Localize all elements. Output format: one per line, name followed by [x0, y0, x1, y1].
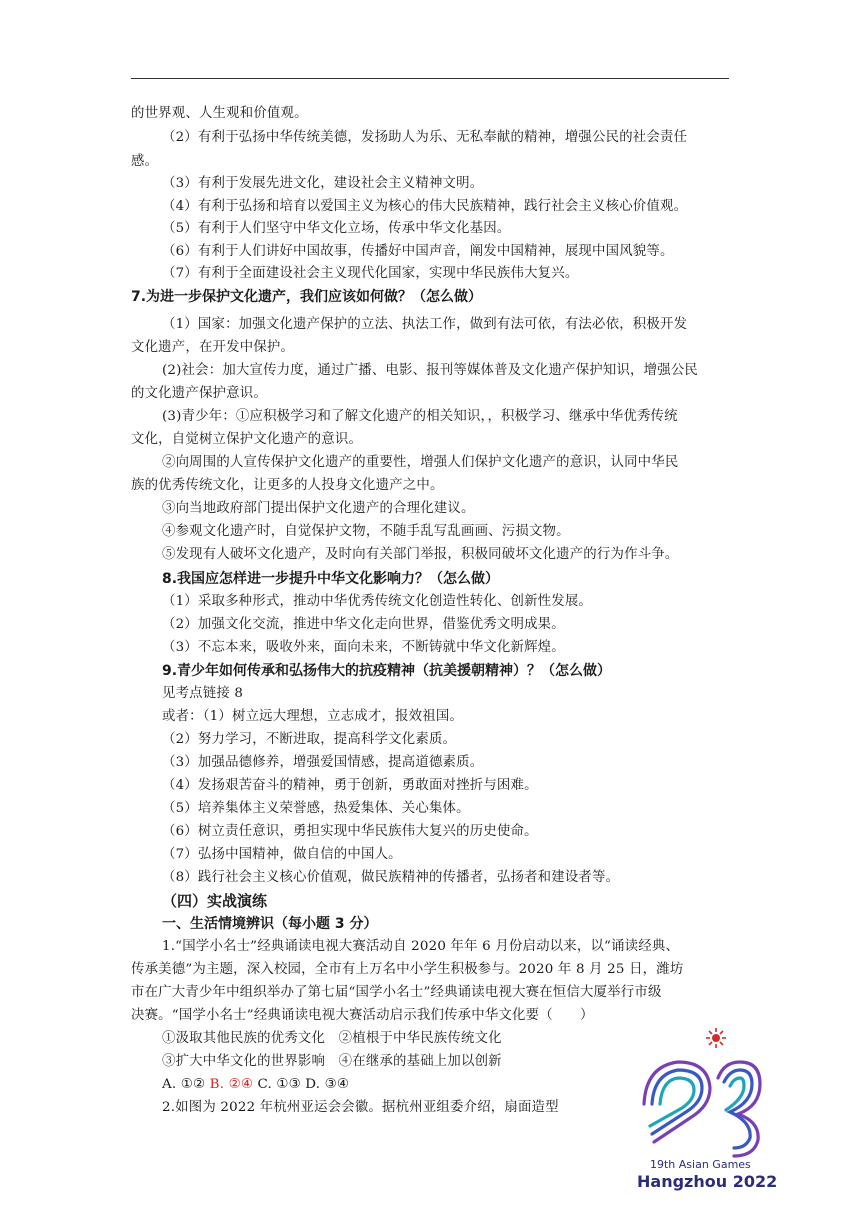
answer-c: C. ①③: [257, 1077, 301, 1092]
text-line: （2）有利于弘扬中华传统美德，发扬助人为乐、无私奉献的精神，增强公民的社会责任: [162, 130, 688, 145]
question-text: 1.“国学小名士”经典诵读电视大赛活动自 2020 年年 6 月份启动以来，以“诵读经典、: [162, 939, 680, 954]
question-text: 决赛。“国学小名士”经典诵读电视大赛活动启示我们传承中华文化要（ ）: [131, 1008, 594, 1023]
logo-title: Hangzhou 2022: [637, 1172, 778, 1191]
text-line: （1）采取多种形式，推动中华优秀传统文化创造性转化、创新性发展。: [162, 594, 593, 609]
section-heading-7: 7.为进一步保护文化遗产，我们应该如何做？（怎么做）: [131, 289, 483, 305]
text-line: (2)社会：加大宣传力度，通过广播、电影、报刊等媒体普及文化遗产保护知识，增强公民: [162, 363, 699, 378]
text-line: （7）有利于全面建设社会主义现代化国家，实现中华民族伟大复兴。: [162, 266, 579, 281]
text-line: （4）发扬艰苦奋斗的精神，勇于创新，勇敢面对挫折与困难。: [162, 778, 538, 793]
question-text: 市在广大青少年中组织举办了第七届“国学小名士”经典诵读电视大赛在恒信大厦举行市级: [131, 985, 662, 1000]
text-line: 的文化遗产保护意识。: [131, 386, 267, 401]
text-line: ③向当地政府部门提出保护文化遗产的合理化建议。: [162, 501, 475, 516]
option-line: ①汲取其他民族的优秀文化 ②植根于中华民族传统文化: [162, 1031, 502, 1046]
text-line: （1）国家：加强文化遗产保护的立法、执法工作，做到有法可依，有法必依，积极开发: [162, 317, 688, 332]
subsection-heading: 一、生活情境辨识（每小题 3 分）: [162, 916, 378, 932]
text-line: （2）加强文化交流，推进中华文化走向世界，借鉴优秀文明成果。: [162, 617, 565, 632]
answer-options: [162, 1075, 349, 1095]
text-line: 的世界观、人生观和价值观。: [131, 106, 308, 121]
text-line: （6）树立责任意识，勇担实现中华民族伟大复兴的历史使命。: [162, 824, 538, 839]
text-line: （7）弘扬中国精神，做自信的中国人。: [162, 847, 402, 862]
text-line: ②向周围的人宣传保护文化遗产的重要性，增强人们保护文化遗产的意识，认同中华民: [162, 455, 679, 470]
text-line: 文化遗产，在开发中保护。: [131, 340, 295, 355]
answer-d: D. ③④: [305, 1077, 350, 1092]
text-line: ⑤发现有人破坏文化遗产，及时向有关部门举报，积极同破坏文化遗产的行为作斗争。: [162, 547, 679, 562]
text-line: （3）不忘本来，吸收外来，面向未来，不断铸就中华文化新辉煌。: [162, 640, 565, 655]
text-line: ④参观文化遗产时，自觉保护文物，不随手乱写乱画画、污损文物。: [162, 524, 570, 539]
header-rule: [131, 78, 729, 79]
question-text: 2.如图为 2022 年杭州亚运会会徽。据杭州亚组委介绍，扇面造型: [162, 1100, 559, 1115]
text-line: 族的优秀传统文化，让更多的人投身文化遗产之中。: [131, 478, 444, 493]
text-line: (3)青少年：①应积极学习和了解文化遗产的相关知识，，积极学习、继承中华优秀传统: [162, 409, 678, 424]
section-heading-practice: （四）实战演练: [162, 892, 268, 910]
option-line: ③扩大中华文化的世界影响 ④在继承的基础上加以创新: [162, 1054, 502, 1069]
text-line: （3）有利于发展先进文化，建设社会主义精神文明。: [162, 176, 484, 191]
text-line: 文化，自觉树立保护文化遗产的意识。: [131, 432, 363, 447]
text-line: （5）培养集体主义荣誉感，热爱集体、关心集体。: [162, 801, 470, 816]
section-heading-9: 9.青少年如何传承和弘扬伟大的抗疫精神（抗美援朝精神）？（怎么做）: [162, 663, 612, 679]
text-line: （2）努力学习，不断进取，提高科学文化素质。: [162, 732, 457, 747]
text-line: （8）践行社会主义核心价值观，做民族精神的传播者，弘扬者和建设者等。: [162, 870, 620, 885]
question-text: 传承美德”为主题，深入校园，全市有上万名中小学生积极参与。2020 年 8 月 25 日，潍坊: [131, 962, 684, 977]
text-line: （6）有利于人们讲好中国故事，传播好中国声音，阐发中国精神，展现中国风貌等。: [162, 244, 674, 259]
text-line: 或者：（1）树立远大理想，立志成才，报效祖国。: [162, 709, 464, 724]
asian-games-logo: [626, 1022, 776, 1172]
text-line: （5）有利于人们坚守中华文化立场，传承中华文化基因。: [162, 221, 511, 236]
text-line: （4）有利于弘扬和培育以爱国主义为核心的伟大民族精神，践行社会主义核心价值观。: [162, 199, 688, 214]
section-heading-8: 8.我国应怎样进一步提升中华文化影响力？（怎么做）: [162, 571, 500, 587]
sun-icon: [706, 1028, 726, 1048]
logo-caption: 19th Asian Games: [650, 1158, 751, 1171]
text-line: 感。: [131, 154, 159, 169]
text-line: （3）加强品德修养，增强爱国情感，提高道德素质。: [162, 755, 484, 770]
text-line: 见考点链接 8: [162, 686, 244, 701]
answer-a: A. ①②: [162, 1077, 206, 1092]
answer-b: B. ②④: [209, 1077, 254, 1092]
